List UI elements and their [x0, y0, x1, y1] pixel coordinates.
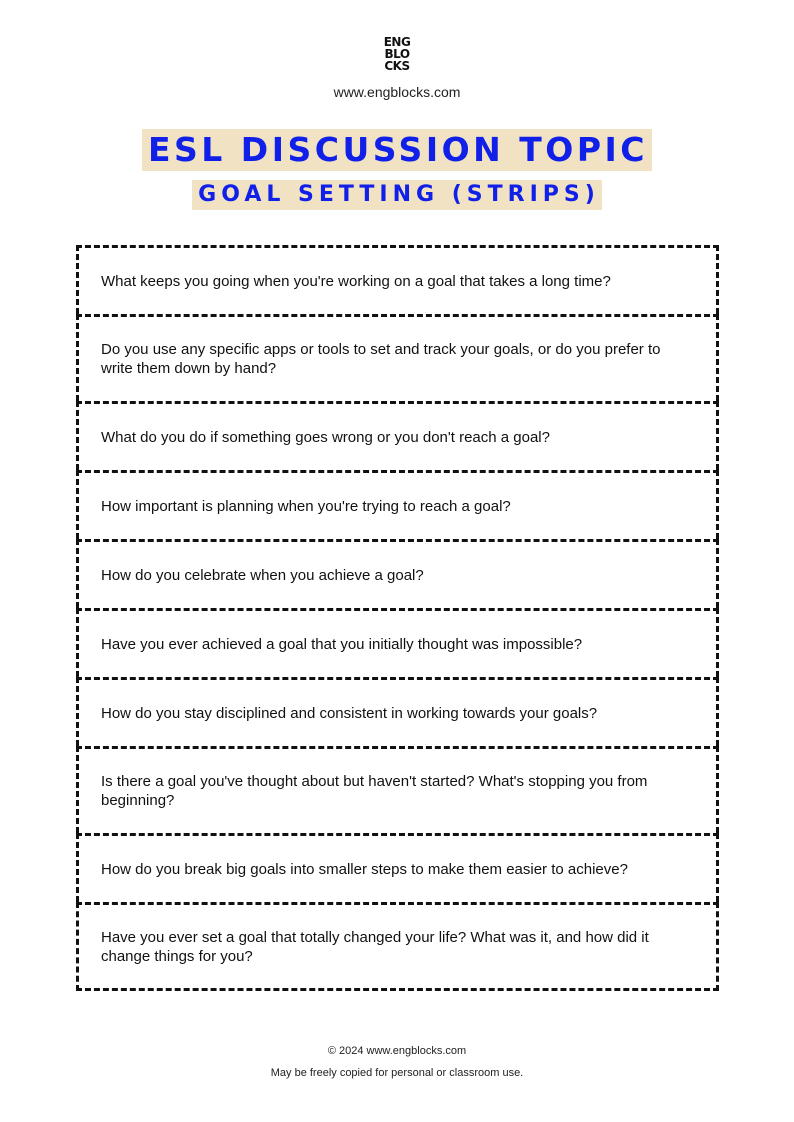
- discussion-strip: [76, 470, 719, 539]
- subtitle-container: [0, 180, 794, 210]
- logo-line: CKS: [384, 59, 410, 73]
- strip-question: How important is planning when you're trying to reach a goal?: [101, 497, 511, 515]
- discussion-strip: [76, 245, 719, 314]
- strip-question: How do you celebrate when you achieve a goal?: [101, 566, 424, 584]
- page-subtitle: GOAL SETTING (STRIPS): [192, 180, 602, 210]
- discussion-strips: [76, 245, 719, 991]
- discussion-strip: [76, 746, 719, 833]
- logo-line: BLO: [384, 47, 410, 61]
- site-url: www.engblocks.com: [333, 84, 461, 100]
- strip-question: Is there a goal you've thought about but haven't started? What's stopping you from beginning?: [101, 773, 648, 809]
- strip-question: Have you ever achieved a goal that you initially thought was impossible?: [101, 635, 583, 653]
- strip-question: Do you use any specific apps or tools to set and track your goals, or do you prefer to write them down by hand?: [101, 341, 661, 377]
- strip-question: What keeps you going when you're working on a goal that takes a long time?: [101, 272, 611, 290]
- logo-line: ENG: [383, 35, 411, 49]
- engblocks-logo: [377, 36, 417, 72]
- discussion-strip: [76, 902, 719, 991]
- footer-note: May be freely copied for personal or classroom use.: [270, 1067, 524, 1079]
- title-container: [0, 129, 794, 171]
- discussion-strip: [76, 608, 719, 677]
- strip-question: What do you do if something goes wrong or you don't reach a goal?: [101, 428, 550, 446]
- footer-copyright: © 2024 www.engblocks.com: [327, 1045, 467, 1057]
- discussion-strip: [76, 677, 719, 746]
- page-title: ESL DISCUSSION TOPIC: [142, 129, 652, 171]
- discussion-strip: [76, 401, 719, 470]
- discussion-strip: [76, 314, 719, 401]
- discussion-strip: [76, 833, 719, 902]
- discussion-strip: [76, 539, 719, 608]
- strip-question: How do you break big goals into smaller steps to make them easier to achieve?: [101, 860, 628, 878]
- strip-question: Have you ever set a goal that totally changed your life? What was it, and how did it change things for you?: [101, 928, 649, 965]
- strip-question: How do you stay disciplined and consistent in working towards your goals?: [101, 704, 598, 722]
